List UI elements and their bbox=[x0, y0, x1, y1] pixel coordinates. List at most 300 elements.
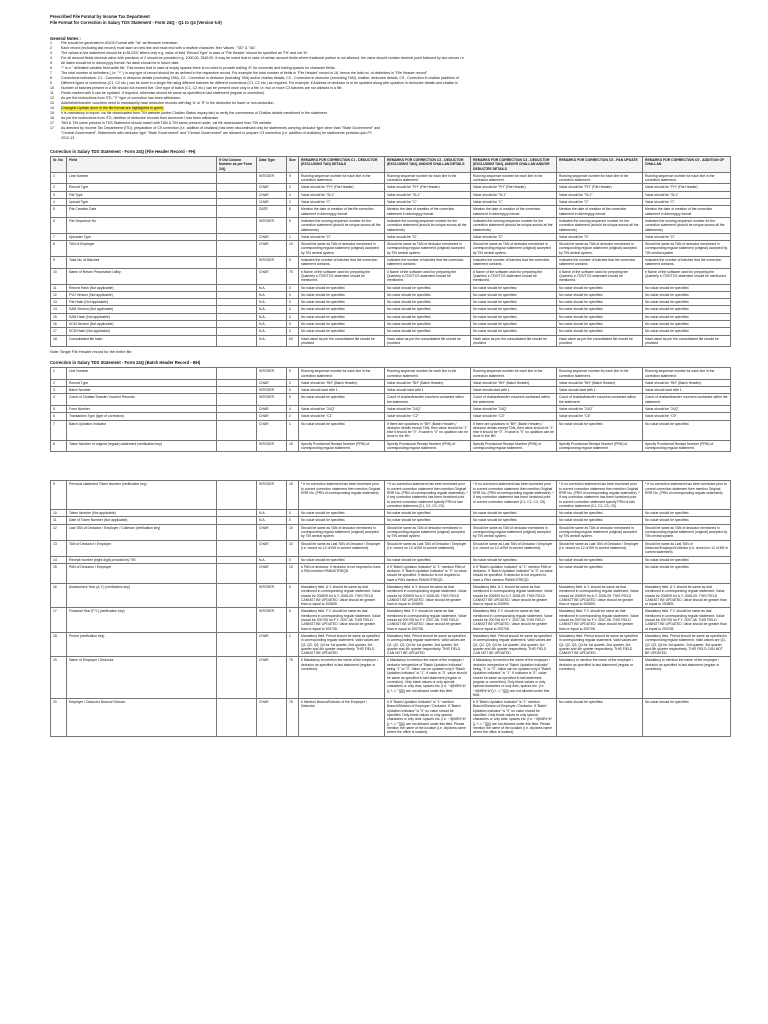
table-row bbox=[51, 608, 731, 632]
table-cell: No value should be specified. bbox=[299, 420, 385, 440]
table-cell: Count of challan/transfer vouchers contained within the statement. bbox=[557, 394, 643, 406]
table-cell: 15 bbox=[287, 440, 299, 452]
table-cell: Record Type bbox=[67, 184, 217, 191]
table-cell: Running sequence number for each line in the correction statement. bbox=[385, 368, 471, 380]
table-cell: No value should be specified. bbox=[385, 291, 471, 298]
table-row bbox=[51, 584, 731, 608]
table-cell: Upload Type bbox=[67, 199, 217, 206]
table-cell: 9 bbox=[287, 257, 299, 269]
table-cell: DATE bbox=[257, 206, 287, 218]
table-cell: No value should be specified. bbox=[643, 556, 731, 563]
table-cell: Should be same as Last TAN of Deductor / Employer (i.e. record no 12 of BH in current statement). bbox=[299, 540, 385, 556]
table-cell: CHAR bbox=[257, 241, 287, 257]
table-cell: Should be same as TAN of deductor mentioned in corresponding regular statement (original) accepted by TIN central system. bbox=[643, 524, 731, 540]
table-cell bbox=[217, 540, 257, 556]
table-row bbox=[51, 556, 731, 563]
table-cell: 16 bbox=[51, 321, 67, 328]
table-cell: Count of challan/transfer vouchers contained within the statement. bbox=[385, 394, 471, 406]
table-cell: INTEGER bbox=[257, 584, 287, 608]
table-cell: Value should be "FH" (File Header) bbox=[471, 184, 557, 191]
table-row bbox=[51, 268, 731, 284]
table-cell: No value should be specified. bbox=[299, 321, 385, 328]
table-cell bbox=[217, 328, 257, 335]
table-cell: No value should be specified. bbox=[471, 284, 557, 291]
note-number: 15 bbox=[50, 111, 54, 115]
table-cell: Mention the date of creation of the correction statement in ddmmyyyy format. bbox=[557, 206, 643, 218]
note-number bbox=[50, 136, 58, 141]
note-text: The total number of delimiters ( i.e. "^" ) in any type of record should be as defined in the respective record. For example the total number of fields in "File Header" record is 18, hence the total no. of delimiters in "File Header record" bbox=[61, 71, 428, 75]
table-cell: Value should be "24Q" bbox=[385, 405, 471, 412]
table-cell: N.A. bbox=[257, 335, 287, 347]
table-cell: Financial Year (F.Y.) (verification key) bbox=[67, 608, 217, 632]
table-cell: INTEGER bbox=[257, 217, 287, 233]
section-fh-title: Correction in Salary TDS Statement - Form 24Q (File Header Record - FH) bbox=[50, 149, 196, 154]
table-row bbox=[51, 191, 731, 198]
table-cell: Mandatory field. A.Y. should be same as that mentioned in corresponding regular statement. Value should be 200809 for A.Y. 2008-09. THIS FIELD CANNOT BE UPDATED. Value should be greater than or equal to 200809. bbox=[471, 584, 557, 608]
table-cell: No value should be specified. bbox=[299, 510, 385, 517]
table-cell: Token Number (Not applicable) bbox=[67, 510, 217, 517]
table-cell bbox=[217, 206, 257, 218]
table-cell: Last TAN of Deductor / Employer / Collector (verification key) bbox=[67, 524, 217, 540]
document-title bbox=[50, 14, 730, 26]
table-cell: Should be same as TAN of deductor mentioned in corresponding regular statement (original) accepted by TIN central system. bbox=[471, 241, 557, 257]
table-cell: CHAR bbox=[257, 699, 287, 736]
table-cell: Total No. of Batches bbox=[67, 257, 217, 269]
table-cell: Value should be "D" bbox=[299, 233, 385, 240]
table-cell: Value should be "C2" bbox=[385, 413, 471, 420]
table-cell: No value should be specified. bbox=[557, 517, 643, 524]
table-cell: Count of challan/transfer vouchers contained within the statement. bbox=[471, 394, 557, 406]
table-cell: Indicates the number of batches that the correction statement contains. bbox=[557, 257, 643, 269]
table-row bbox=[51, 199, 731, 206]
table-cell: # Mandatory to mention the name of the employer / deductor irrespective of "Batch Updation Indicator" being "1" or "0". Value can be updated only if "Batch Updation Indicator" is "1". If value is "0", value should be same as specified in last statement (regular or correction). Only blank values or only special characters or only dots, spaces etc. (i.e. ~!@#$%^&*(),+-./:;"'[]{}|) are not allowed under this field. bbox=[385, 657, 471, 699]
note-text: It is mandatory to import .csi file downloaded from TIN website (under Challan Status Inquiry tab) to verify the correctness of Challan details mentioned in the statement. bbox=[61, 111, 328, 115]
column-header: Field bbox=[67, 157, 217, 173]
table-cell: 0 bbox=[287, 321, 299, 328]
table-cell: 7 bbox=[51, 233, 67, 240]
table-row bbox=[51, 481, 731, 510]
column-header: REMARKS FOR CORRECTION C2 - DEDUCTOR (EXCLUDING TAN), AND/OR CHALLAN DETAILS bbox=[385, 157, 471, 173]
table-cell: No value should be specified. bbox=[471, 299, 557, 306]
table-cell: SAM Hash (Not applicable) bbox=[67, 313, 217, 320]
table-cell: Value should be "D" bbox=[643, 233, 731, 240]
table-cell bbox=[217, 394, 257, 406]
table-cell: Mandatory field. Period should be same as specified in corresponding regular statement. Valid values are Q1, Q2, Q3, Q4 for 1st quarter, 2nd quarter, 3rd quarter and 4th quarter respectively. THIS FIELD CANNOT BE UPDATED. bbox=[299, 632, 385, 656]
note-text: Fields marked with # can be updated. If required, otherwise should be same as specified in last statement (regular or correction) bbox=[61, 91, 265, 95]
table-cell: Value should be "BH" (Batch Header). bbox=[299, 379, 385, 386]
note-text: For all amount fields decimal value with precision of 2 should be provided e.g. 1000.00, 2549.50. It may be noted that in case of certain amount fields where fractional portion is not allowed, the value should contain decimal point followed by two zeroes i.e. bbox=[61, 56, 465, 60]
table-cell: Value should be "FH" (File Header) bbox=[643, 184, 731, 191]
note-number: 7 bbox=[50, 71, 52, 75]
table-cell: Transaction Type (type of correction) bbox=[67, 413, 217, 420]
table-cell: # Name of the software used for preparing the Quarterly e-TDS/TCS statement should be mentioned. bbox=[643, 268, 731, 284]
table-cell: 64 bbox=[287, 335, 299, 347]
note-text: 2012-13. bbox=[61, 136, 76, 140]
table-cell: No value should be specified. bbox=[557, 510, 643, 517]
table-row bbox=[51, 413, 731, 420]
table-cell: 9 bbox=[287, 368, 299, 380]
table-cell: Should be same as TAN of deductor mentioned in corresponding regular statement (original) accepted by TIN central system. bbox=[557, 241, 643, 257]
table-cell bbox=[217, 313, 257, 320]
table-cell: Hash value as per the consolidated file should be provided bbox=[385, 335, 471, 347]
table-cell: 10 bbox=[287, 241, 299, 257]
table-cell: 3 bbox=[51, 387, 67, 394]
table-cell: Mandatory field. F.Y. should be same as that mentioned in corresponding regular statement. Value should be 200708 for F.Y. 2007-08. THIS FIELD CANNOT BE UPDATED. Value should be greater than or equal to 200708. bbox=[299, 608, 385, 632]
table-cell: File Creation Date bbox=[67, 206, 217, 218]
table-cell: Value should be "C" bbox=[299, 199, 385, 206]
table-cell: Mandatory field. Period should be same as specified in corresponding regular statement. Valid values are Q1, Q2, Q3, Q4 for 1st quarter, 2nd quarter, 3rd quarter and 4th quarter respectively. THIS FIELD CAN NOT BE UPDATED. bbox=[385, 632, 471, 656]
table-cell: # If "Batch Updation Indicator" is "1" mention PAN of deductor. If "Batch Updation Indicator" is "0" no value should be specified. If deductor is not required to have a PAN mention PANNOTREQD. bbox=[385, 563, 471, 583]
table-cell bbox=[217, 321, 257, 328]
table-cell: No value should be specified. bbox=[643, 284, 731, 291]
table-cell: 10 bbox=[287, 524, 299, 540]
table-cell: Specify Provisional Receipt Number (PRN) of corresponding regular statement. bbox=[557, 440, 643, 452]
table-row bbox=[51, 563, 731, 583]
table-cell: Running sequence number for each line in the correction statement. bbox=[643, 368, 731, 380]
note-number: 12 bbox=[50, 96, 54, 100]
table-cell: 12 bbox=[51, 291, 67, 298]
table-cell: Hash value as per the consolidated file should be provided bbox=[557, 335, 643, 347]
table-cell: 1 bbox=[51, 172, 67, 184]
table-cell: Mandatory field. A.Y. should be same as that mentioned in corresponding regular statement. Value should be 200809 for A.Y. 2008-09. THIS FIELD CANNOT BE UPDATED. Value should be greater than or equal to 200809. bbox=[299, 584, 385, 608]
table-cell: No value should be specified. bbox=[385, 510, 471, 517]
note-number: 11 bbox=[50, 91, 54, 95]
table-cell: 4 bbox=[287, 405, 299, 412]
table-cell: # Mention Branch/Division of the Employer / Deductor. bbox=[299, 699, 385, 736]
table-cell: Value should be "FH" (File Header) bbox=[557, 184, 643, 191]
table-cell: 5 bbox=[51, 405, 67, 412]
table-row bbox=[51, 257, 731, 269]
table-cell: Value should start with 1. bbox=[299, 387, 385, 394]
table-cell: 5 bbox=[51, 206, 67, 218]
table-cell: Hash value as per the consolidated file should be provided bbox=[643, 335, 731, 347]
table-cell: # Name of the software used for preparing the Quarterly e-TDS/TCS statement should be mentioned. bbox=[385, 268, 471, 284]
table-row bbox=[51, 241, 731, 257]
table-cell: Mention the date of creation of the correction statement in ddmmyyyy format. bbox=[385, 206, 471, 218]
note-number: 5 bbox=[50, 61, 52, 65]
note-text: File should be generated in ASCII Format with "txt" as filename extension. bbox=[61, 41, 179, 45]
table-cell: PAN of Deductor / Employer bbox=[67, 563, 217, 583]
table-cell: No value should be specified. bbox=[471, 556, 557, 563]
table-cell: Indicates the running sequence number for the correction statement (should be unique across all the statements) bbox=[385, 217, 471, 233]
table-cell: Mandatory field. A.Y. should be same as that mentioned in corresponding regular statement. Value should be 200809 for A.Y. 2008-09. THIS FIELD CANNOT BE UPDATED. Value should be greater than or equal to 200809. bbox=[385, 584, 471, 608]
table-cell bbox=[217, 517, 257, 524]
table-cell bbox=[217, 699, 257, 736]
table-cell: No value should be specified. bbox=[299, 313, 385, 320]
table-row bbox=[51, 540, 731, 556]
table-cell: Value should start with 1. bbox=[471, 387, 557, 394]
column-header: If Old Column Number as per Form 24Q bbox=[217, 157, 257, 173]
note-number: 13 bbox=[50, 101, 54, 105]
table-cell: 15 bbox=[51, 313, 67, 320]
table-cell: Employer / Deductor Branch/ Division bbox=[67, 699, 217, 736]
table-row bbox=[51, 284, 731, 291]
table-cell: No value should be specified. bbox=[557, 306, 643, 313]
note-number: 1 bbox=[50, 41, 52, 45]
table-cell bbox=[217, 199, 257, 206]
table-cell: 17 bbox=[51, 328, 67, 335]
table-cell: Running sequence number for each line in the correction statement. bbox=[643, 172, 731, 184]
table-cell: * If no correction statement has been furnished prior to current correction statement then mention Original RRR No. (PRN of corresponding regular statement). * If any correction statement has been furnished prior to current correction statement specify PRN of last correction statement (C1, C2, C3, C9). bbox=[385, 481, 471, 510]
note-text: Changes/ Update done in the file format are highlighted in green. bbox=[61, 106, 165, 110]
table-cell bbox=[217, 379, 257, 386]
table-cell: N.A. bbox=[257, 321, 287, 328]
table-row bbox=[51, 699, 731, 736]
table-cell: CHAR bbox=[257, 420, 287, 440]
table-cell: Mandatory field. F.Y. should be same as that mentioned in corresponding regular statement. Value should be 200708 for F.Y. 2007-08. THIS FIELD CANNOT BE UPDATED. Value should be greater than or equal to 200708. bbox=[471, 608, 557, 632]
table-cell: 14 bbox=[51, 306, 67, 313]
table-cell: Value should be "24Q" bbox=[299, 405, 385, 412]
table-cell: Uploader Type bbox=[67, 233, 217, 240]
table-cell: N.A. bbox=[257, 510, 287, 517]
table-cell: 0 bbox=[287, 306, 299, 313]
table-cell bbox=[217, 257, 257, 269]
table-cell bbox=[217, 556, 257, 563]
table-cell: SAM Version (Not applicable) bbox=[67, 306, 217, 313]
table-cell: No value should be specified. bbox=[471, 321, 557, 328]
note-text: As directed by Income Tax Department (ITD), preparation of C9 correction (i.e. addition of challans) has been discontinued only for statements carrying deductor type other than "State Government" and bbox=[61, 126, 381, 130]
table-cell: Value should be "D" bbox=[385, 233, 471, 240]
table-cell: CHAR bbox=[257, 524, 287, 540]
table-cell: No value should be specified. bbox=[385, 299, 471, 306]
table-row bbox=[51, 206, 731, 218]
table-cell: Mandatory field. Period should be same as specified in corresponding regular statement. Valid values are Q1, Q2, Q3, Q4 for 1st quarter, 2nd quarter, 3rd quarter and 4th quarter respectively. THIS FIELD CANNOT BE UPDATED. bbox=[557, 632, 643, 656]
table-cell: Line Number bbox=[67, 172, 217, 184]
table-row bbox=[51, 233, 731, 240]
table-cell bbox=[217, 335, 257, 347]
table-cell: CHAR bbox=[257, 233, 287, 240]
note-text: Number of batches present in a file should not exceed five. One type of batch (C1, C2 etc.) can be present once only in a file i.e. two or more C3 batches are not allowed in a file. bbox=[61, 86, 343, 90]
table-cell: 9 bbox=[51, 481, 67, 510]
table-cell: Mandatory to mention the name of the employer / deductor as specified in last statement (regular or correction). bbox=[643, 657, 731, 699]
table-cell: # Mandatory to mention the name of the employer / deductor irrespective of "Batch Updation Indicator" being "1" or "0". Value can be updated only if "Batch Updation Indicator" is "1". If indicator is "0", value should be same as specified in last statement (regular or correction). Only blank values or only special characters or only dots, spaces etc. (i.e. ~!@#$%^&*(),+-./:;"'[]{}|) are not allowed under this field. bbox=[471, 657, 557, 699]
table-cell: Mandatory to mention the name of the employer / deductor as specified in last statement (regular or correction). bbox=[557, 657, 643, 699]
table-cell: * If no correction statement has been furnished prior to current correction statement then mention Original RRR No. (PRN of corresponding regular statement). bbox=[299, 481, 385, 510]
table-cell: 18 bbox=[51, 335, 67, 347]
table-cell: INTEGER bbox=[257, 387, 287, 394]
table-row bbox=[51, 657, 731, 699]
table-cell: N.A. bbox=[257, 517, 287, 524]
table-cell: No value should be specified. bbox=[643, 510, 731, 517]
table-cell: # If "Batch Updation Indicator" is "1" mention PAN of deductor. If "Batch Updation Indicator" is "0" no value should be specified. If deductor is not required to have a PAN mention PANNOTREQD. bbox=[471, 563, 557, 583]
table-cell: File Type bbox=[67, 191, 217, 198]
table-cell: CHAR bbox=[257, 563, 287, 583]
table-row bbox=[51, 335, 731, 347]
table-cell: Should be same as TAN of deductor mentioned in corresponding regular statement (original) accepted by TIN central system. bbox=[471, 524, 557, 540]
table-cell: 1 bbox=[287, 420, 299, 440]
note-text: The values in the statement should be in BLOCK letters only e.g. value of field 'Record Type' in case of 'File Header' should be specified as 'FH' and not 'fh'. bbox=[61, 51, 309, 55]
column-header: REMARKS FOR CORRECTION C9 - ADDITION OF CHALLAN bbox=[643, 157, 731, 173]
table-cell: No value should be specified. bbox=[471, 306, 557, 313]
table-cell: 1 bbox=[287, 233, 299, 240]
table-cell: CHAR bbox=[257, 268, 287, 284]
table-cell: Value should be "BH" (Batch Header). bbox=[471, 379, 557, 386]
notes-title: General Notes : bbox=[50, 36, 81, 41]
table-cell: Period (verification key) bbox=[67, 632, 217, 656]
table-cell: No value should be specified. bbox=[471, 517, 557, 524]
table-cell: 6 bbox=[51, 413, 67, 420]
table-cell: Mandatory field. Period should be same as specified in corresponding regular statement. Valid values are Q1, Q2, Q3, Q4 for 1st quarter, 2nd quarter, 3rd quarter and 4th quarter respectively. THIS FIELD CAN NOT BE UPDATED. bbox=[471, 632, 557, 656]
table-cell: Form Number bbox=[67, 405, 217, 412]
table-cell: Value should be "C9" bbox=[643, 413, 731, 420]
table-cell: CHAR bbox=[257, 199, 287, 206]
table-cell: No value should be specified. bbox=[643, 313, 731, 320]
table-cell: INTEGER bbox=[257, 368, 287, 380]
table-cell: # Name of the software used for preparing the Quarterly e-TDS/TCS statement should be mentioned. bbox=[557, 268, 643, 284]
table-row bbox=[51, 321, 731, 328]
note-number: 10 bbox=[50, 86, 54, 90]
table-cell: 0 bbox=[287, 291, 299, 298]
note-number: 16 bbox=[50, 116, 54, 120]
table-cell bbox=[217, 440, 257, 452]
table-cell bbox=[217, 481, 257, 510]
table-cell bbox=[217, 608, 257, 632]
table-row bbox=[51, 299, 731, 306]
note-text: Each record (including last record) must start on new line and must end with a newline character. Hex Values : "0D" & "0A". bbox=[61, 46, 257, 50]
note-text: Corrections indicators: C1 - Correction in deductor details (excluding TAN), C2 - Correction in deductor (including TAN) and/or challan details, C3 - Correction in deductor (excluding TAN), challan, deductee details, C9 - Correction in challan (addition of bbox=[61, 76, 459, 80]
table-cell: Record Hash (Not applicable) bbox=[67, 284, 217, 291]
table-cell: 0 bbox=[287, 328, 299, 335]
table-cell: Should be same as TAN of deductor mentioned in corresponding regular statement (original) accepted by TIN central system. bbox=[299, 241, 385, 257]
table-row bbox=[51, 368, 731, 380]
table-cell bbox=[217, 241, 257, 257]
table-cell: Value should be "BH" (Batch Header). bbox=[643, 379, 731, 386]
table-cell: Should be same as TAN of deductor mentioned in corresponding regular statement (original) accepted by TIN central system. bbox=[643, 241, 731, 257]
table-cell: 0 bbox=[287, 517, 299, 524]
note-text: All dates should be in ddmmyyyy format. No dash should be in future date. bbox=[61, 61, 180, 65]
table-cell: Value should be "SL1" bbox=[643, 191, 731, 198]
table-cell: 2 bbox=[287, 632, 299, 656]
table-cell: Indicates the number of batches that the correction statement contains. bbox=[471, 257, 557, 269]
table-cell: Hash value as per the consolidated file should be provided bbox=[471, 335, 557, 347]
fh-header-row bbox=[51, 157, 731, 173]
table-cell: 12 bbox=[51, 524, 67, 540]
table-row bbox=[51, 379, 731, 386]
section-bh-title: Correction in Salary TDS Statement - Form 24Q (Batch Header Record - BH) bbox=[50, 360, 201, 366]
table-cell bbox=[217, 387, 257, 394]
table-cell: Value should start with 1. bbox=[643, 387, 731, 394]
table-cell: CHAR bbox=[257, 191, 287, 198]
table-cell: Value should be "24Q" bbox=[557, 405, 643, 412]
table-cell: 11 bbox=[51, 517, 67, 524]
table-cell: Mention the date of creation of the file correction statement in ddmmyyyy format. bbox=[299, 206, 385, 218]
table-cell: Running sequence number for each line in the correction statement. bbox=[557, 172, 643, 184]
column-header: REMARKS FOR CORRECTION C3 - DEDUCTOR (EXCLUDING TAN), AND/OR CHALLAN AND/OR DEDUCTEE DETAILS bbox=[471, 157, 557, 173]
table-row bbox=[51, 632, 731, 656]
table-cell: Mandatory field. F.Y. should be same as that mentioned in corresponding regular statement. Value should be 200708 for F.Y. 2007-08. THIS FIELD CANNOT BE UPDATED. Value should be greater than or equal to 200708. bbox=[643, 608, 731, 632]
table-cell bbox=[217, 299, 257, 306]
table-cell bbox=[217, 510, 257, 517]
table-cell: INTEGER bbox=[257, 257, 287, 269]
table-cell: No value should be specified. bbox=[471, 328, 557, 335]
table-cell: 0 bbox=[287, 556, 299, 563]
table-cell: Mandatory field. F.Y. should be same as that mentioned in corresponding regular statement. Value should be 200708 for F.Y. 2007-08. THIS FIELD CANNOT BE UPDATED. Value should be greater than or equal to 200708. bbox=[557, 608, 643, 632]
table-cell: Mandatory field. Period should be same as specified in corresponding regular statement. Valid values are Q1, Q2, Q3, Q4 for 1st quarter, 2nd quarter, 3rd quarter and 4th quarter respectively. THIS FIELD CAN NOT BE UPDATED. bbox=[643, 632, 731, 656]
table-cell: SCM Hash (Not applicable) bbox=[67, 328, 217, 335]
table-cell: No value should be specified. bbox=[471, 313, 557, 320]
table-cell: 10 bbox=[51, 510, 67, 517]
note-number: 14 bbox=[50, 106, 54, 110]
table-cell: No value should be specified. bbox=[385, 556, 471, 563]
table-cell: 8 bbox=[51, 440, 67, 452]
note-number: 17 bbox=[50, 121, 54, 125]
table-cell: Value should be "C5" bbox=[557, 413, 643, 420]
table-cell: No value should be specified. bbox=[385, 328, 471, 335]
table-cell: Value should be "C1" bbox=[299, 413, 385, 420]
table-cell bbox=[217, 268, 257, 284]
table-cell: No value should be specified. bbox=[557, 321, 643, 328]
table-cell: If there are updations in "BH" (Batch Header) / deductor details except TAN, then value should be "1" else it should be "0". If value is "0" no updation can be done in the BH. bbox=[471, 420, 557, 440]
table-cell: Value should start with 1. bbox=[385, 387, 471, 394]
table-cell: INTEGER bbox=[257, 440, 287, 452]
table-cell: # Mandatory to mention the name of the employer / deductor as specified in last statement (regular or correction). bbox=[299, 657, 385, 699]
table-row bbox=[51, 387, 731, 394]
table-cell: CHAR bbox=[257, 657, 287, 699]
table-cell bbox=[217, 524, 257, 540]
table-cell: Value should be "SL1" bbox=[299, 191, 385, 198]
table-cell: Date of Token Number (Not applicable) bbox=[67, 517, 217, 524]
table-cell: Batch Number bbox=[67, 387, 217, 394]
table-cell: 9 bbox=[51, 257, 67, 269]
table-cell bbox=[217, 584, 257, 608]
column-header: Size bbox=[287, 157, 299, 173]
table-cell: Indicates the running sequence number for the correction statement (should be unique across all the statements) bbox=[557, 217, 643, 233]
table-cell: # If "Batch Updation Indicator" is "1" mention Branch/Division of Employer / Deductor. If "Batch Updation Indicator" is "0" no value should be specified. Only blank values or only special characters or only dots, spaces etc. (i.e. ~!@#$%^&*(),+-./:;"'[]{}|) are not allowed under this field. Please mention the name of the location (i.e. city/area name where the office is located). bbox=[471, 699, 557, 736]
table-cell: INTEGER bbox=[257, 172, 287, 184]
table-cell: 6 bbox=[287, 608, 299, 632]
table-cell: Consolidated file hash bbox=[67, 335, 217, 347]
table-cell: Value should be "FH" (File Header) bbox=[385, 184, 471, 191]
column-header: REMARKS FOR CORRECTION C5 - PAN UPDATE bbox=[557, 157, 643, 173]
table-cell: Should be same as Last TAN of Deductor / Employer (i.e. record no 12 of BH in current statement). bbox=[557, 540, 643, 556]
table-cell: 0 bbox=[287, 284, 299, 291]
table-cell: No value should be specified. bbox=[557, 699, 643, 736]
table-row bbox=[51, 328, 731, 335]
table-cell: Value should be "FH" (File Header) bbox=[299, 184, 385, 191]
table-cell: TAN of Deductor / Employer bbox=[67, 540, 217, 556]
table-cell: 6 bbox=[287, 584, 299, 608]
table-cell: Value should be "SL1" bbox=[471, 191, 557, 198]
table-cell: Value should be "D" bbox=[471, 233, 557, 240]
table-cell: Should be same as TAN of deductor mentioned in corresponding regular statement (original) accepted by TIN central system. bbox=[299, 524, 385, 540]
table-row bbox=[51, 184, 731, 191]
table-cell: 2 bbox=[51, 379, 67, 386]
note-number: 17 bbox=[50, 126, 54, 130]
table-cell: N.A. bbox=[257, 313, 287, 320]
table-cell: INTEGER bbox=[257, 481, 287, 510]
table-cell: No value should be specified. bbox=[643, 328, 731, 335]
note-text: "Central Government". Statements with deductor type "State Government" and "Central Government" are allowed to prepare C9 correction (i.e. addition of challans) for statements pertains upto FY bbox=[61, 131, 373, 135]
table-cell: 0 bbox=[287, 299, 299, 306]
table-cell: Value should be "BH" (Batch Header). bbox=[557, 379, 643, 386]
table-cell: No value should be specified. bbox=[299, 328, 385, 335]
table-cell: 10 bbox=[287, 563, 299, 583]
table-cell: Record Type bbox=[67, 379, 217, 386]
table-cell: No value should be specified. bbox=[299, 306, 385, 313]
table-cell: Value should be "C" bbox=[557, 199, 643, 206]
table-cell: Value should be "24Q" bbox=[643, 405, 731, 412]
table-cell: Value should be "SL1" bbox=[385, 191, 471, 198]
table-cell: Specify Provisional Receipt Number (PRN) of corresponding regular statement. bbox=[385, 440, 471, 452]
title-line-1: Prescribed File Format by Income Tax Department bbox=[50, 14, 150, 19]
table-cell: 75 bbox=[287, 699, 299, 736]
table-cell bbox=[217, 657, 257, 699]
table-cell: 13 bbox=[51, 299, 67, 306]
table-cell: 10 bbox=[287, 540, 299, 556]
table-cell bbox=[217, 184, 257, 191]
table-cell: Value should be "24Q" bbox=[471, 405, 557, 412]
table-row bbox=[51, 524, 731, 540]
